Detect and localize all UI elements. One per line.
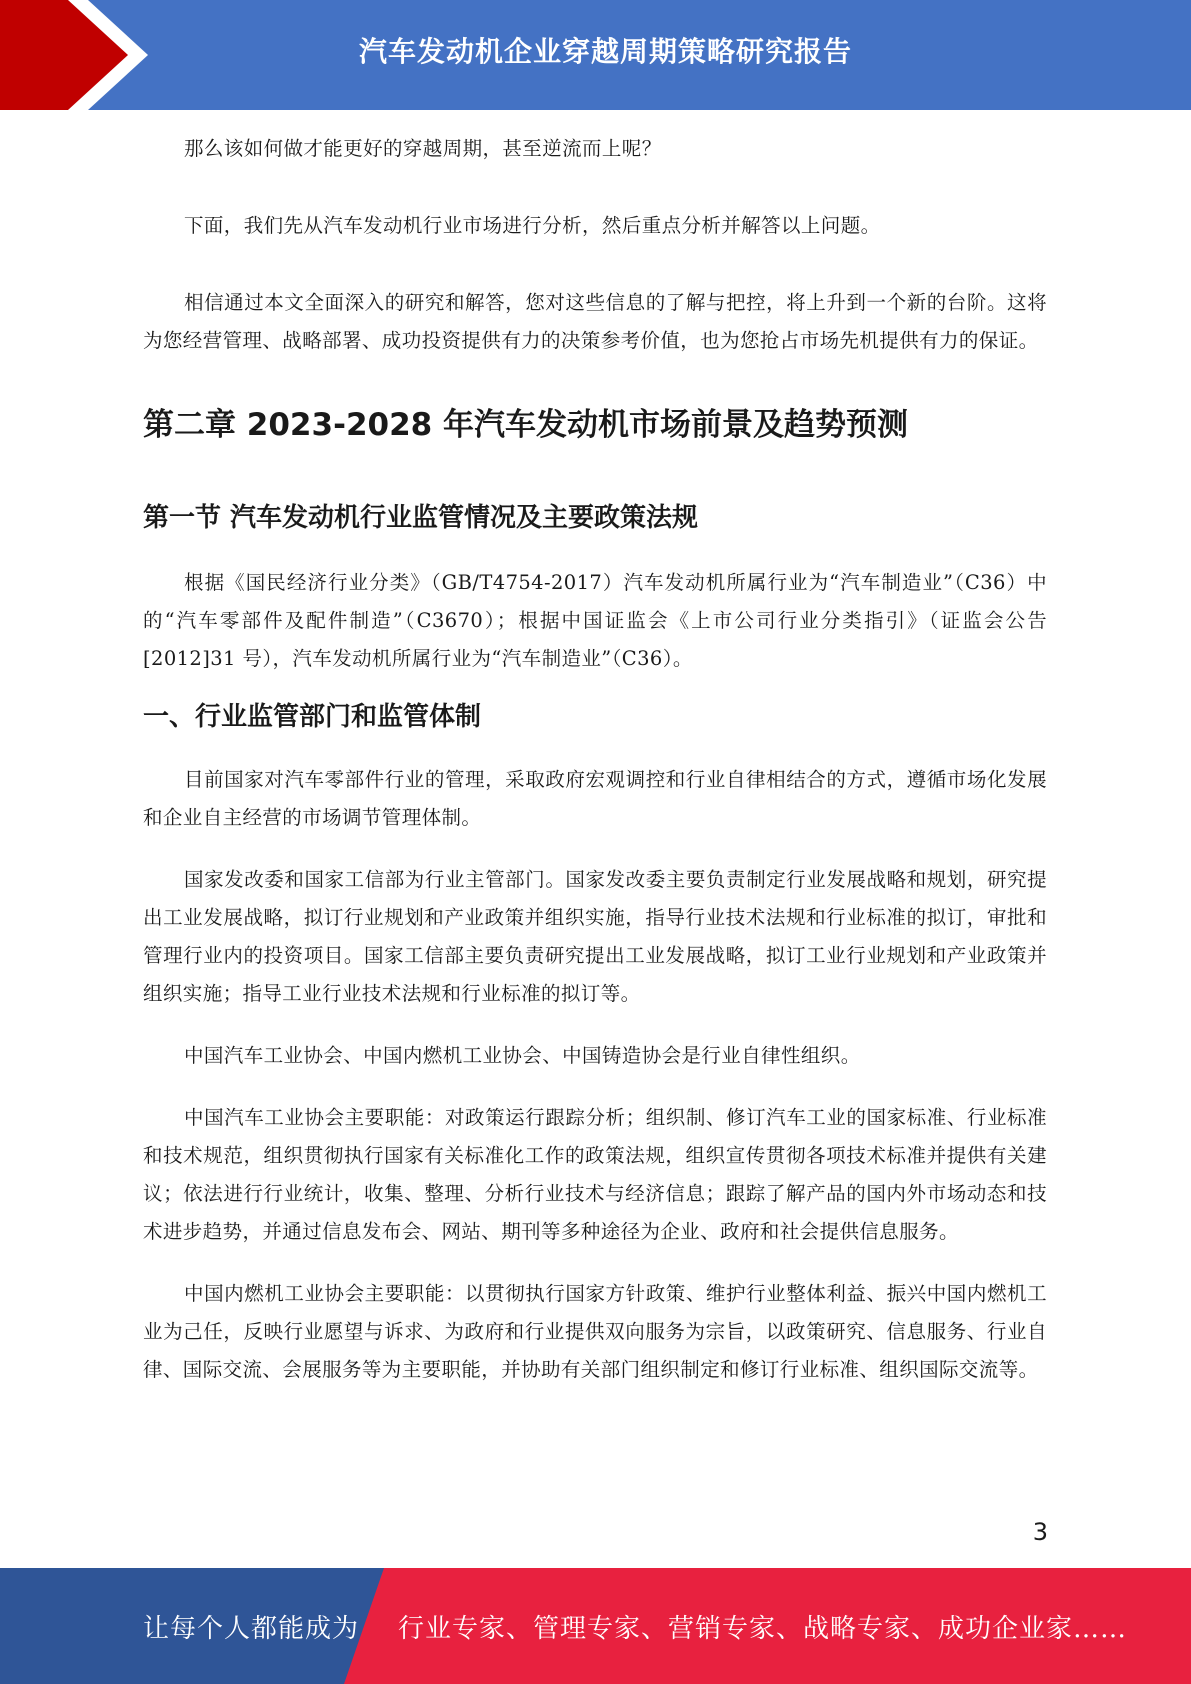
body-paragraph-5: 中国内燃机工业协会主要职能：以贯彻执行国家方针政策、维护行业整体利益、振兴中国内燃机工业为己任，反映行业愿望与诉求、为政府和行业提供双向服务为宗旨，以政策研究、信息服务、行业自律、国际交流、会展服务等为主要职能，并协助有关部门组织制定和修订行业标准、组织国际交流等。 [143,1282,1047,1381]
body-paragraph-3: 中国汽车工业协会、中国内燃机工业协会、中国铸造协会是行业自律性组织。 [184,1044,861,1067]
footer-slogan-left: 让每个人都能成为 [143,1613,360,1644]
report-title: 汽车发动机企业穿越周期策略研究报告 [358,35,852,68]
footer-slogan-right: 行业专家、管理专家、营销专家、战略专家、成功企业家…… [398,1613,1128,1644]
subsection-title: 一、行业监管部门和监管体制 [143,702,482,732]
header-bar [0,0,1191,110]
intro-paragraph-1: 那么该如何做才能更好的穿越周期，甚至逆流而上呢？ [184,137,662,160]
body-paragraph-4: 中国汽车工业协会主要职能：对政策运行跟踪分析；组织制、修订汽车工业的国家标准、行业标准和技术规范，组织贯彻执行国家有关标准化工作的政策法规，组织宣传贯彻各项技术标准并提供有关建议；依法进行行业统计，收集、整理、分析行业技术与经济信息；跟踪了解产品的国内外市场动态和技术进步趋势，并通过信息发布会、网站、期刊等多种途径为企业、政府和社会提供信息服务。 [143,1106,1047,1243]
page-number: 3 [1032,1518,1048,1546]
chapter-title: 第二章 2023-2028 年汽车发动机市场前景及趋势预测 [143,407,909,443]
section-title: 第一节 汽车发动机行业监管情况及主要政策法规 [143,503,699,533]
page-content [143,130,1047,1389]
intro-paragraph-3: 相信通过本文全面深入的研究和解答，您对这些信息的了解与把控，将上升到一个新的台阶。这将为您经营管理、战略部署、成功投资提供有力的决策参考价值，也为您抢占市场先机提供有力的保证。 [143,291,1047,352]
section-paragraph: 根据《国民经济行业分类》（GB/T4754-2017）汽车发动机所属行业为“汽车制造业”（C36）中的“汽车零部件及配件制造”（C3670）；根据中国证监会《上市公司行业分类指引》（证监会公告[2012]31 号），汽车发动机所属行业为“汽车制造业”（C36）。 [143,571,1047,670]
body-paragraph-1: 目前国家对汽车零部件行业的管理，采取政府宏观调控和行业自律相结合的方式，遵循市场化发展和企业自主经营的市场调节管理体制。 [143,768,1047,829]
body-paragraph-2: 国家发改委和国家工信部为行业主管部门。国家发改委主要负责制定行业发展战略和规划，研究提出工业发展战略，拟订行业规划和产业政策并组织实施，指导行业技术法规和行业标准的拟订，审批和管理行业内的投资项目。国家工信部主要负责研究提出工业发展战略，拟订工业行业规划和产业政策并组织实施；指导工业行业技术法规和行业标准的拟订等。 [143,868,1047,1005]
intro-paragraph-2: 下面，我们先从汽车发动机行业市场进行分析，然后重点分析并解答以上问题。 [184,214,881,237]
footer-banner [0,1568,1191,1684]
